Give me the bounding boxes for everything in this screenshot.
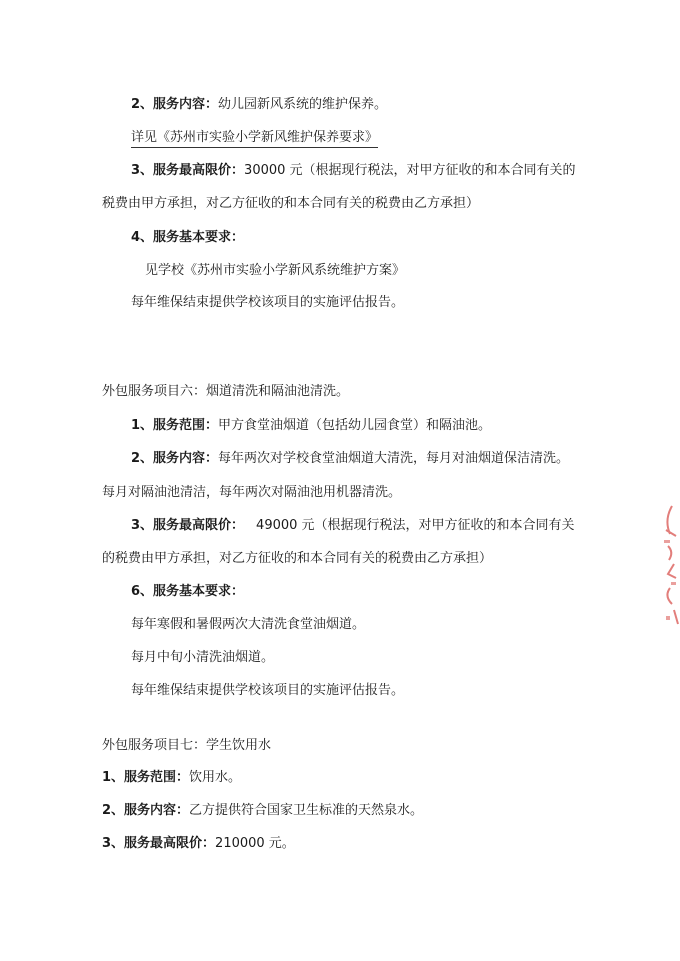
item6-requirements-line2: 每月中旬小清洗油烟道。 (131, 650, 275, 665)
item7-scope-text: 饮用水。 (189, 770, 242, 785)
item7-content-label: 2、服务内容： (102, 803, 190, 818)
item5-detail (131, 129, 378, 147)
item6-price-text1: 49000 元（根据现行税法，对甲方征收的和本合同有关 (256, 518, 575, 533)
item5-requirements-label: 4、服务基本要求： (131, 230, 245, 245)
item7-content (102, 802, 423, 820)
item6-title: 外包服务项目六：烟道清洗和隔油池清洗。 (102, 384, 350, 399)
item6-content-text1: 每年两次对学校食堂油烟道大清洗，每月对油烟道保洁清洗。 (218, 451, 570, 466)
item6-content-label: 2、服务内容： (131, 451, 219, 466)
item5-content-label: 2、服务内容： (131, 97, 219, 112)
seal-stamp-fragment (654, 500, 680, 630)
item7-price-text: 210000 元。 (215, 836, 295, 851)
item6-price-line1 (131, 517, 575, 535)
item5-price-label: 3、服务最高限价： (131, 163, 245, 178)
item7-price (102, 835, 295, 853)
item6-requirements-line3: 每年维保结束提供学校该项目的实施评估报告。 (131, 683, 405, 698)
item6-scope (131, 417, 491, 435)
item5-requirements-line2: 每年维保结束提供学校该项目的实施评估报告。 (131, 295, 405, 310)
item6-scope-text: 甲方食堂油烟道（包括幼儿园食堂）和隔油池。 (218, 418, 492, 433)
item7-price-label: 3、服务最高限价： (102, 836, 216, 851)
item6-requirements-label: 6、服务基本要求： (131, 584, 245, 599)
item7-content-text: 乙方提供符合国家卫生标准的天然泉水。 (189, 803, 424, 818)
item7-title: 外包服务项目七：学生饮用水 (102, 738, 272, 753)
item5-price-line1 (131, 162, 576, 180)
item5-price-text1: 30000 元（根据现行税法，对甲方征收的和本合同有关的 (244, 163, 576, 178)
item5-requirements-line1: 见学校《苏州市实验小学新风系统维护方案》 (145, 263, 406, 278)
item6-price-line2: 的税费由甲方承担，对乙方征收的和本合同有关的税费由乙方承担） (102, 551, 493, 566)
item6-content-line1 (131, 450, 569, 468)
item7-scope-label: 1、服务范围： (102, 770, 190, 785)
item5-detail-text: 详见《苏州市实验小学新风维护保养要求》 (131, 130, 378, 148)
item5-content (131, 96, 387, 114)
item7-scope (102, 769, 241, 787)
item6-content-line2: 每月对隔油池清洁，每年两次对隔油池用机器清洗。 (102, 485, 402, 500)
item5-content-text: 幼儿园新风系统的维护保养。 (218, 97, 388, 112)
item6-scope-label: 1、服务范围： (131, 418, 219, 433)
item5-price-line2: 税费由甲方承担，对乙方征收的和本合同有关的税费由乙方承担） (102, 196, 480, 211)
item6-price-label: 3、服务最高限价： (131, 518, 245, 533)
item6-requirements-line1: 每年寒假和暑假两次大清洗食堂油烟道。 (131, 617, 366, 632)
